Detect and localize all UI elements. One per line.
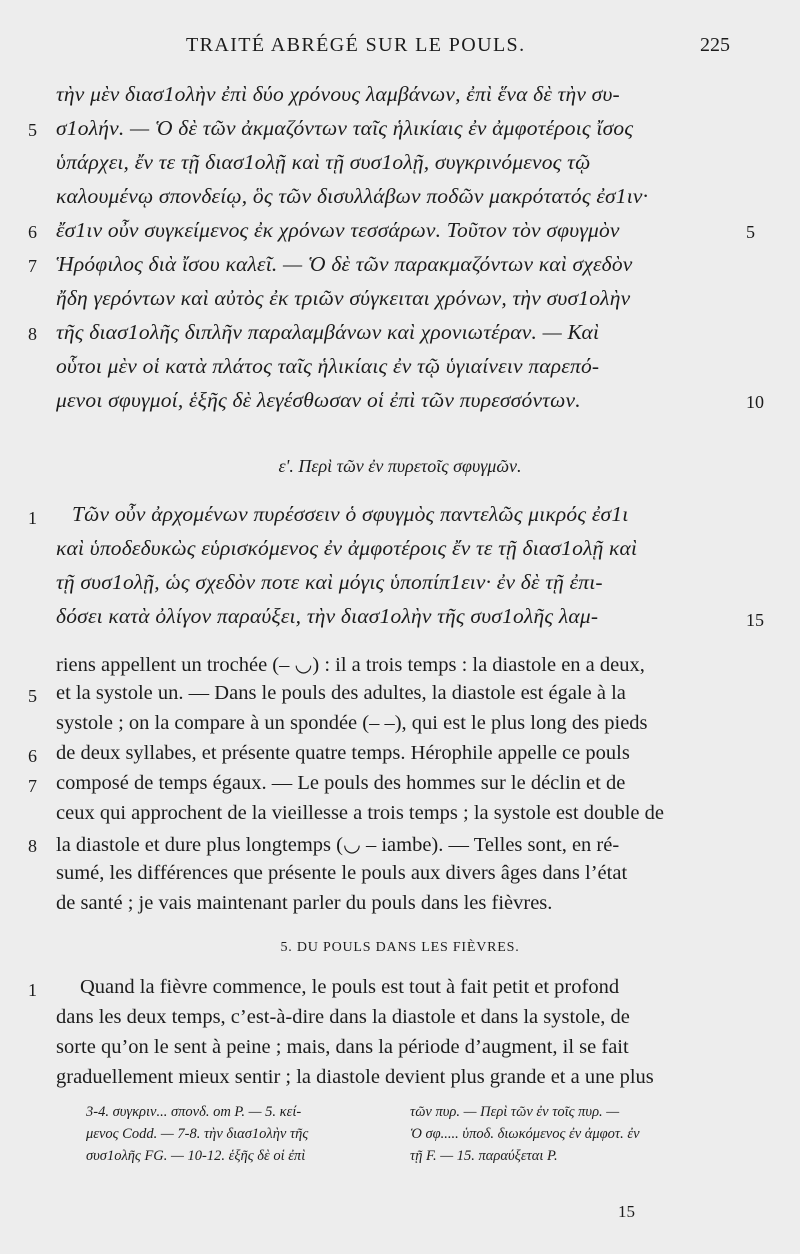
greek-line: τὴν μὲν διασ1ολὴν ἐπὶ δύο χρόνους λαμβάνων, ἐπὶ ἕνα δὲ τὴν συ- <box>56 82 620 106</box>
greek-line: Ἡρόφιλος διὰ ἴσου καλεῖ. — Ὁ δὲ τῶν παρακμαζόντων καὶ σχεδὸν <box>56 252 633 276</box>
note-line: μενος Codd. — 7-8. τὴν διασ1ολὴν τῆς <box>86 1126 309 1142</box>
french-line: sorte qu’on le sent à peine ; mais, dans la période d’augment, il se fait <box>56 1036 629 1058</box>
french-line: riens appellent un trochée (– ◡) : il a trois temps : la diastole en a deux, <box>56 654 645 676</box>
note-line: τῇ F. — 15. παραύξεται P. <box>410 1148 558 1164</box>
greek-line: σ1ολήν. — Ὁ δὲ τῶν ἀκμαζόντων ταῖς ἡλικίαις ἐν ἀμφοτέροις ἴσος <box>56 116 634 140</box>
greek-section-heading: ε'. Περὶ τῶν ἐν πυρετοῖς σφυγμῶν. <box>278 456 522 476</box>
line-number: 7 <box>28 256 37 276</box>
line-number: 1 <box>28 508 37 528</box>
signature-mark: 15 <box>618 1202 635 1221</box>
greek-line: Τῶν οὖν ἀρχομένων πυρέσσειν ὁ σφυγμὸς παντελῶς μικρός ἐσ1ι <box>72 502 629 526</box>
notes-left-column <box>86 1104 396 1170</box>
french-line: Quand la fièvre commence, le pouls est tout à fait petit et profond <box>80 976 620 998</box>
line-number: 5 <box>28 686 37 706</box>
line-number: 1 <box>28 980 37 1000</box>
line-number: 8 <box>28 324 37 344</box>
french-line: composé de temps égaux. — Le pouls des hommes sur le déclin et de <box>56 772 626 794</box>
french-line: ceux qui approchent de la vieillesse a trois temps ; la systole est double de <box>56 802 665 824</box>
french-line: et la systole un. — Dans le pouls des adultes, la diastole est égale à la <box>56 682 626 704</box>
greek-line: ὑπάρχει, ἔν τε τῇ διασ1ολῇ καὶ τῇ συσ1ολῇ, συγκρινόμενος τῷ <box>56 150 591 174</box>
greek-line: τῆς διασ1ολῆς διπλῆν παραλαμβάνων καὶ χρονιωτέραν. — Καὶ <box>56 320 600 344</box>
line-number: 8 <box>28 836 37 856</box>
line-number: 7 <box>28 776 37 796</box>
greek-line: τῇ συσ1ολῇ, ὡς σχεδὸν ποτε καὶ μόγις ὑποπίπ1ειν· ἐν δὲ τῇ ἐπι- <box>56 570 603 594</box>
page-header <box>0 34 800 60</box>
greek-line: δόσει κατὰ ὀλίγον παραύξει, τὴν διασ1ολὴν τῆς συσ1ολῆς λαμ- <box>56 604 599 628</box>
greek-line: ἤδη γερόντων καὶ αὐτὸς ἐκ τριῶν σύγκειται χρόνων, τὴν συσ1ολὴν <box>56 286 631 310</box>
french-line: dans les deux temps, c’est-à-dire dans la diastole et dans la systole, de <box>56 1006 630 1028</box>
line-number: 10 <box>746 392 764 412</box>
french-line: de deux syllabes, et présente quatre temps. Hérophile appelle ce pouls <box>56 742 630 764</box>
line-number: 5 <box>746 222 755 242</box>
running-title: TRAITÉ ABRÉGÉ SUR LE POULS. <box>186 34 526 56</box>
line-number: 6 <box>28 746 37 766</box>
french-line: graduellement mieux sentir ; la diastole devient plus grande et a une plus <box>56 1066 654 1088</box>
greek-line: ἔσ1ιν οὖν συγκείμενος ἐκ χρόνων τεσσάρων. Τοῦτον τὸν σφυγμὸν <box>56 218 620 242</box>
greek-line: καλουμένῳ σπονδείῳ, ὃς τῶν δισυλλάβων ποδῶν μακρότατός ἐσ1ιν· <box>56 184 649 208</box>
page-number: 225 <box>700 34 730 56</box>
line-number: 15 <box>746 610 764 630</box>
greek-line: μενοι σφυγμοί, ἑξῆς δὲ λεγέσθωσαν οἱ ἐπὶ τῶν πυρεσσόντων. <box>56 388 581 412</box>
greek-line: καὶ ὑποδεδυκὼς εὑρισκόμενος ἐν ἀμφοτέροις ἔν τε τῇ διασ1ολῇ καὶ <box>56 536 638 560</box>
line-number: 5 <box>28 120 37 140</box>
note-line: συσ1ολῆς FG. — 10-12. ἑξῆς δὲ οἱ ἐπὶ <box>86 1148 306 1164</box>
french-line: la diastole et dure plus longtemps (◡ – iambe). — Telles sont, en ré- <box>56 834 620 856</box>
line-number: 6 <box>28 222 37 242</box>
note-line: τῶν πυρ. — Περὶ τῶν ἐν τοῖς πυρ. — <box>410 1104 620 1120</box>
french-section-heading: 5. DU POULS DANS LES FIÈVRES. <box>280 940 520 955</box>
french-line: sumé, les différences que présente le pouls aux divers âges dans l’état <box>56 862 628 884</box>
greek-line: οὗτοι μὲν οἱ κατὰ πλάτος ταῖς ἡλικίαις ἐν τῷ ὑγιαίνειν παρεπό- <box>56 354 600 378</box>
french-line: de santé ; je vais maintenant parler du pouls dans les fièvres. <box>56 892 553 914</box>
note-line: Ὁ σφ..... ὑποδ. διωκόμενος ἐν ἀμφοτ. ἐν <box>410 1126 640 1142</box>
note-line: 3-4. συγκριν... σπονδ. om P. — 5. κεί- <box>86 1104 302 1120</box>
notes-right-column <box>410 1104 750 1170</box>
french-line: systole ; on la compare à un spondée (– –), qui est le plus long des pieds <box>56 712 648 734</box>
